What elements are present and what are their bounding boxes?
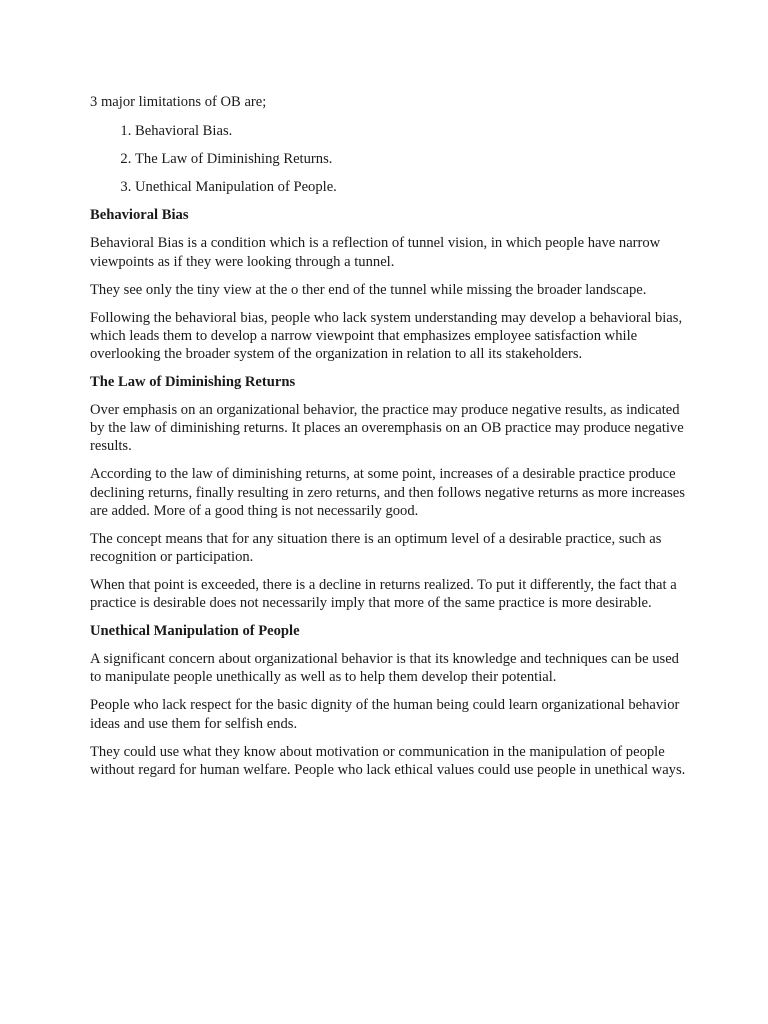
limitations-list [90, 122, 690, 197]
paragraph: Over emphasis on an organizational behavior, the practice may produce negative results, as indicated by the law of diminishing returns. It places an overemphasis on an OB practice may produce negative results. [90, 401, 684, 455]
paragraph: A significant concern about organizational behavior is that its knowledge and techniques can be used to manipulate people unethically as well as to help them develop their potential. [90, 651, 679, 686]
paragraph: When that point is exceeded, there is a decline in returns realized. To put it differently, the fact that a practice is desirable does not necessarily imply that more of the same practice is more desirable. [90, 576, 677, 612]
list-item: 3. Unethical Manipulation of People. [135, 178, 690, 196]
section-heading: The Law of Diminishing Returns [90, 373, 296, 390]
paragraph: People who lack respect for the basic dignity of the human being could learn organizational behavior ideas and use them for selfish ends. [90, 697, 680, 732]
section-unethical-manipulation [90, 622, 690, 779]
document-page [90, 93, 690, 789]
paragraph: The concept means that for any situation there is an optimum level of a desirable practice, such as recognition or participation. [90, 530, 662, 565]
paragraph: Behavioral Bias is a condition which is a reflection of tunnel vision, in which people have narrow viewpoints as if they were looking through a tunnel. [90, 235, 661, 270]
section-law-of-diminishing-returns [90, 373, 690, 612]
paragraph: They see only the tiny view at the o ther end of the tunnel while missing the broader landscape. [90, 281, 647, 298]
paragraph: They could use what they know about motivation or communication in the manipulation of people without regard for human welfare. People who lack ethical values could use people in unethical ways. [90, 743, 686, 778]
section-heading: Behavioral Bias [90, 207, 189, 224]
paragraph: Following the behavioral bias, people who lack system understanding may develop a behavioral bias, which leads them to develop a narrow viewpoint that emphasizes employee satisfaction while overlooking the broader system of the organization in relation to all its stakeholders. [90, 309, 683, 362]
section-heading: Unethical Manipulation of People [90, 623, 300, 640]
list-item: 2. The Law of Diminishing Returns. [135, 150, 690, 168]
intro-text: 3 major limitations of OB are; [90, 94, 267, 110]
paragraph: According to the law of diminishing returns, at some point, increases of a desirable practice produce declining returns, finally resulting in zero returns, and then follows negative returns as more increases are added. More of a good thing is not necessarily good. [90, 466, 685, 519]
section-behavioral-bias [90, 206, 690, 363]
list-item: 1. Behavioral Bias. [135, 122, 690, 140]
